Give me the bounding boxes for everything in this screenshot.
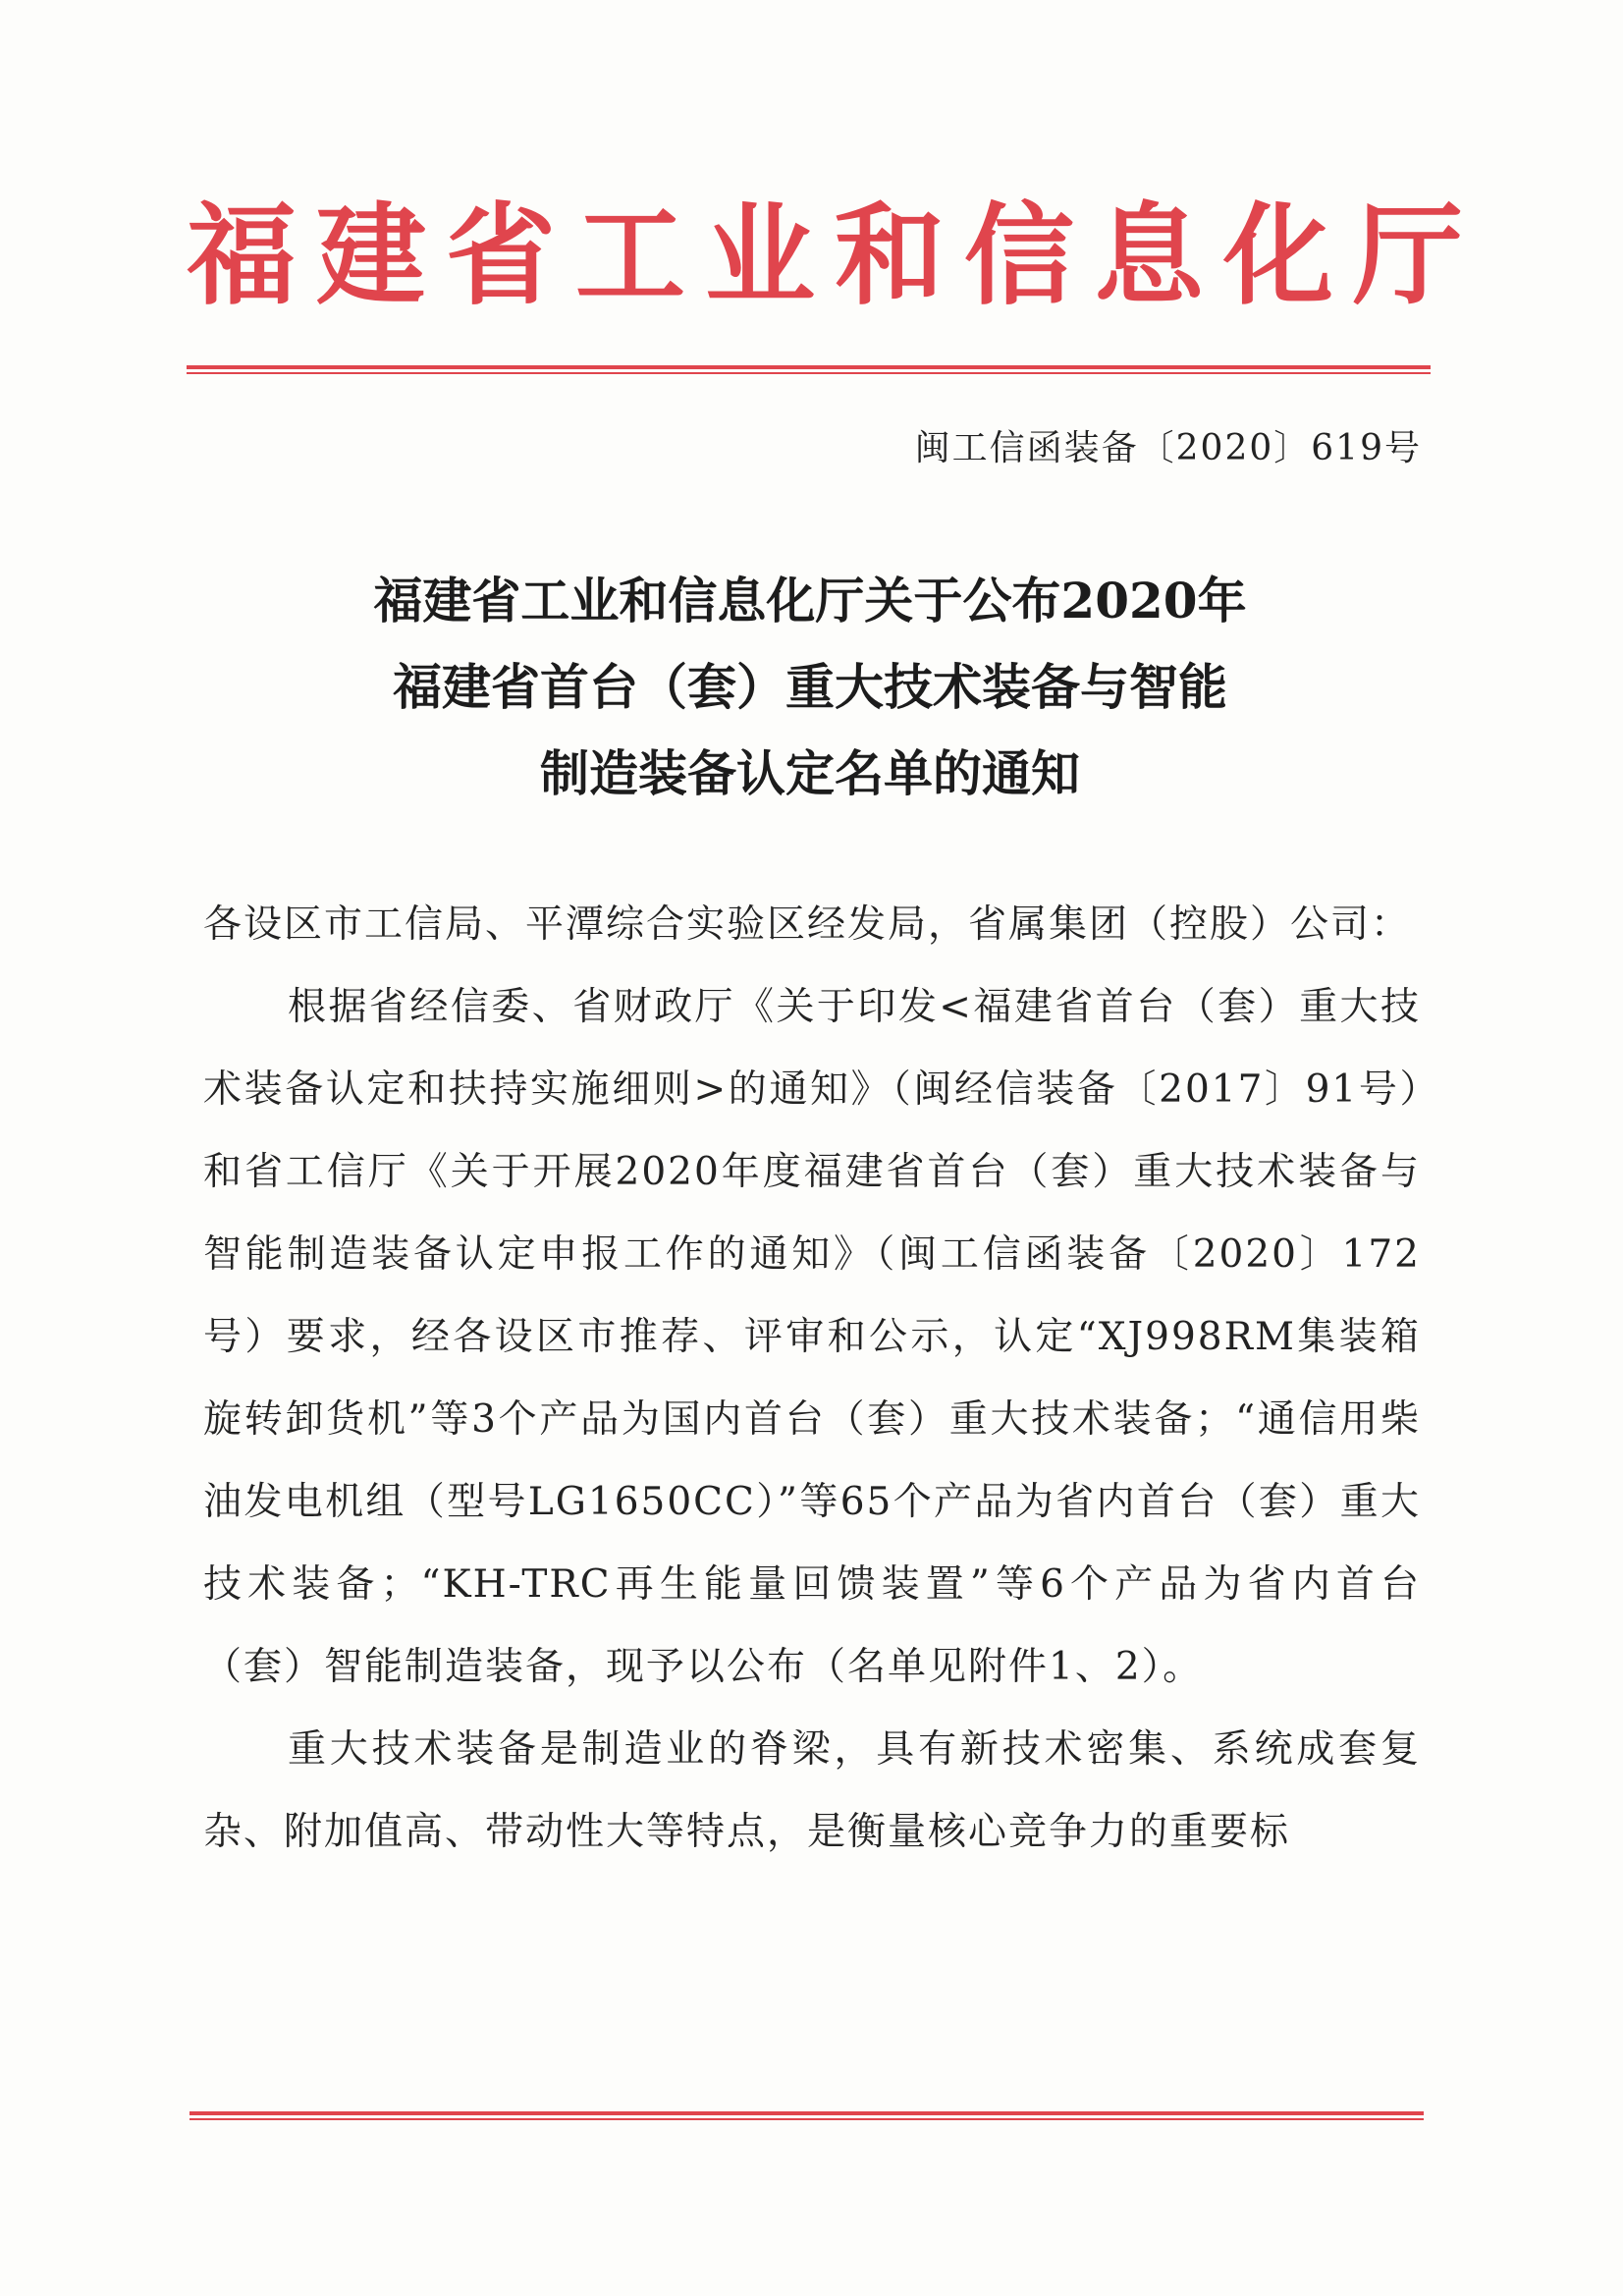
document-body [203, 884, 1421, 1874]
document-number: 闽工信函装备〔2020〕619号 [914, 428, 1422, 468]
salutation: 各设区市工信局、平潭综合实验区经发局，省属集团（控股）公司： [203, 902, 1412, 947]
footer-red-rule [189, 2111, 1424, 2120]
document-title [196, 558, 1424, 817]
title-line-3: 制造装备认定名单的通知 [540, 744, 1080, 802]
title-line-1: 福建省工业和信息化厅关于公布2020年 [373, 572, 1247, 629]
title-line-2: 福建省首台（套）重大技术装备与智能 [393, 658, 1227, 716]
letterhead-red-rule [187, 365, 1431, 374]
letterhead-org-name: 福建省工业和信息化厅 [187, 191, 1483, 320]
body-paragraph-1: 根据省经信委、省财政厅《关于印发<福建省首台（套）重大技术装备认定和扶持实施细则>的通知》（闽经信装备〔2017〕91号）和省工信厅《关于开展2020年度福建省首台（套）重大技术装备与智能制造装备认定申报工作的通知》（闽工信函装备〔2020〕172号）要求，经各设区市推荐、评审和公示，认定“XJ998RM集装箱旋转卸货机”等3个产品为国内首台（套）重大技术装备；“通信用柴油发电机组（型号LG1650CC）”等65个产品为省内首台（套）重大技术装备；“KH-TRC再生能量回馈装置”等6个产品为省内首台（套）智能制造装备，现予以公布（名单见附件1、2）。 [203, 985, 1421, 1689]
body-paragraph-2: 重大技术装备是制造业的脊梁，具有新技术密集、系统成套复杂、附加值高、带动性大等特点，是衡量核心竞争力的重要标 [203, 1727, 1421, 1854]
